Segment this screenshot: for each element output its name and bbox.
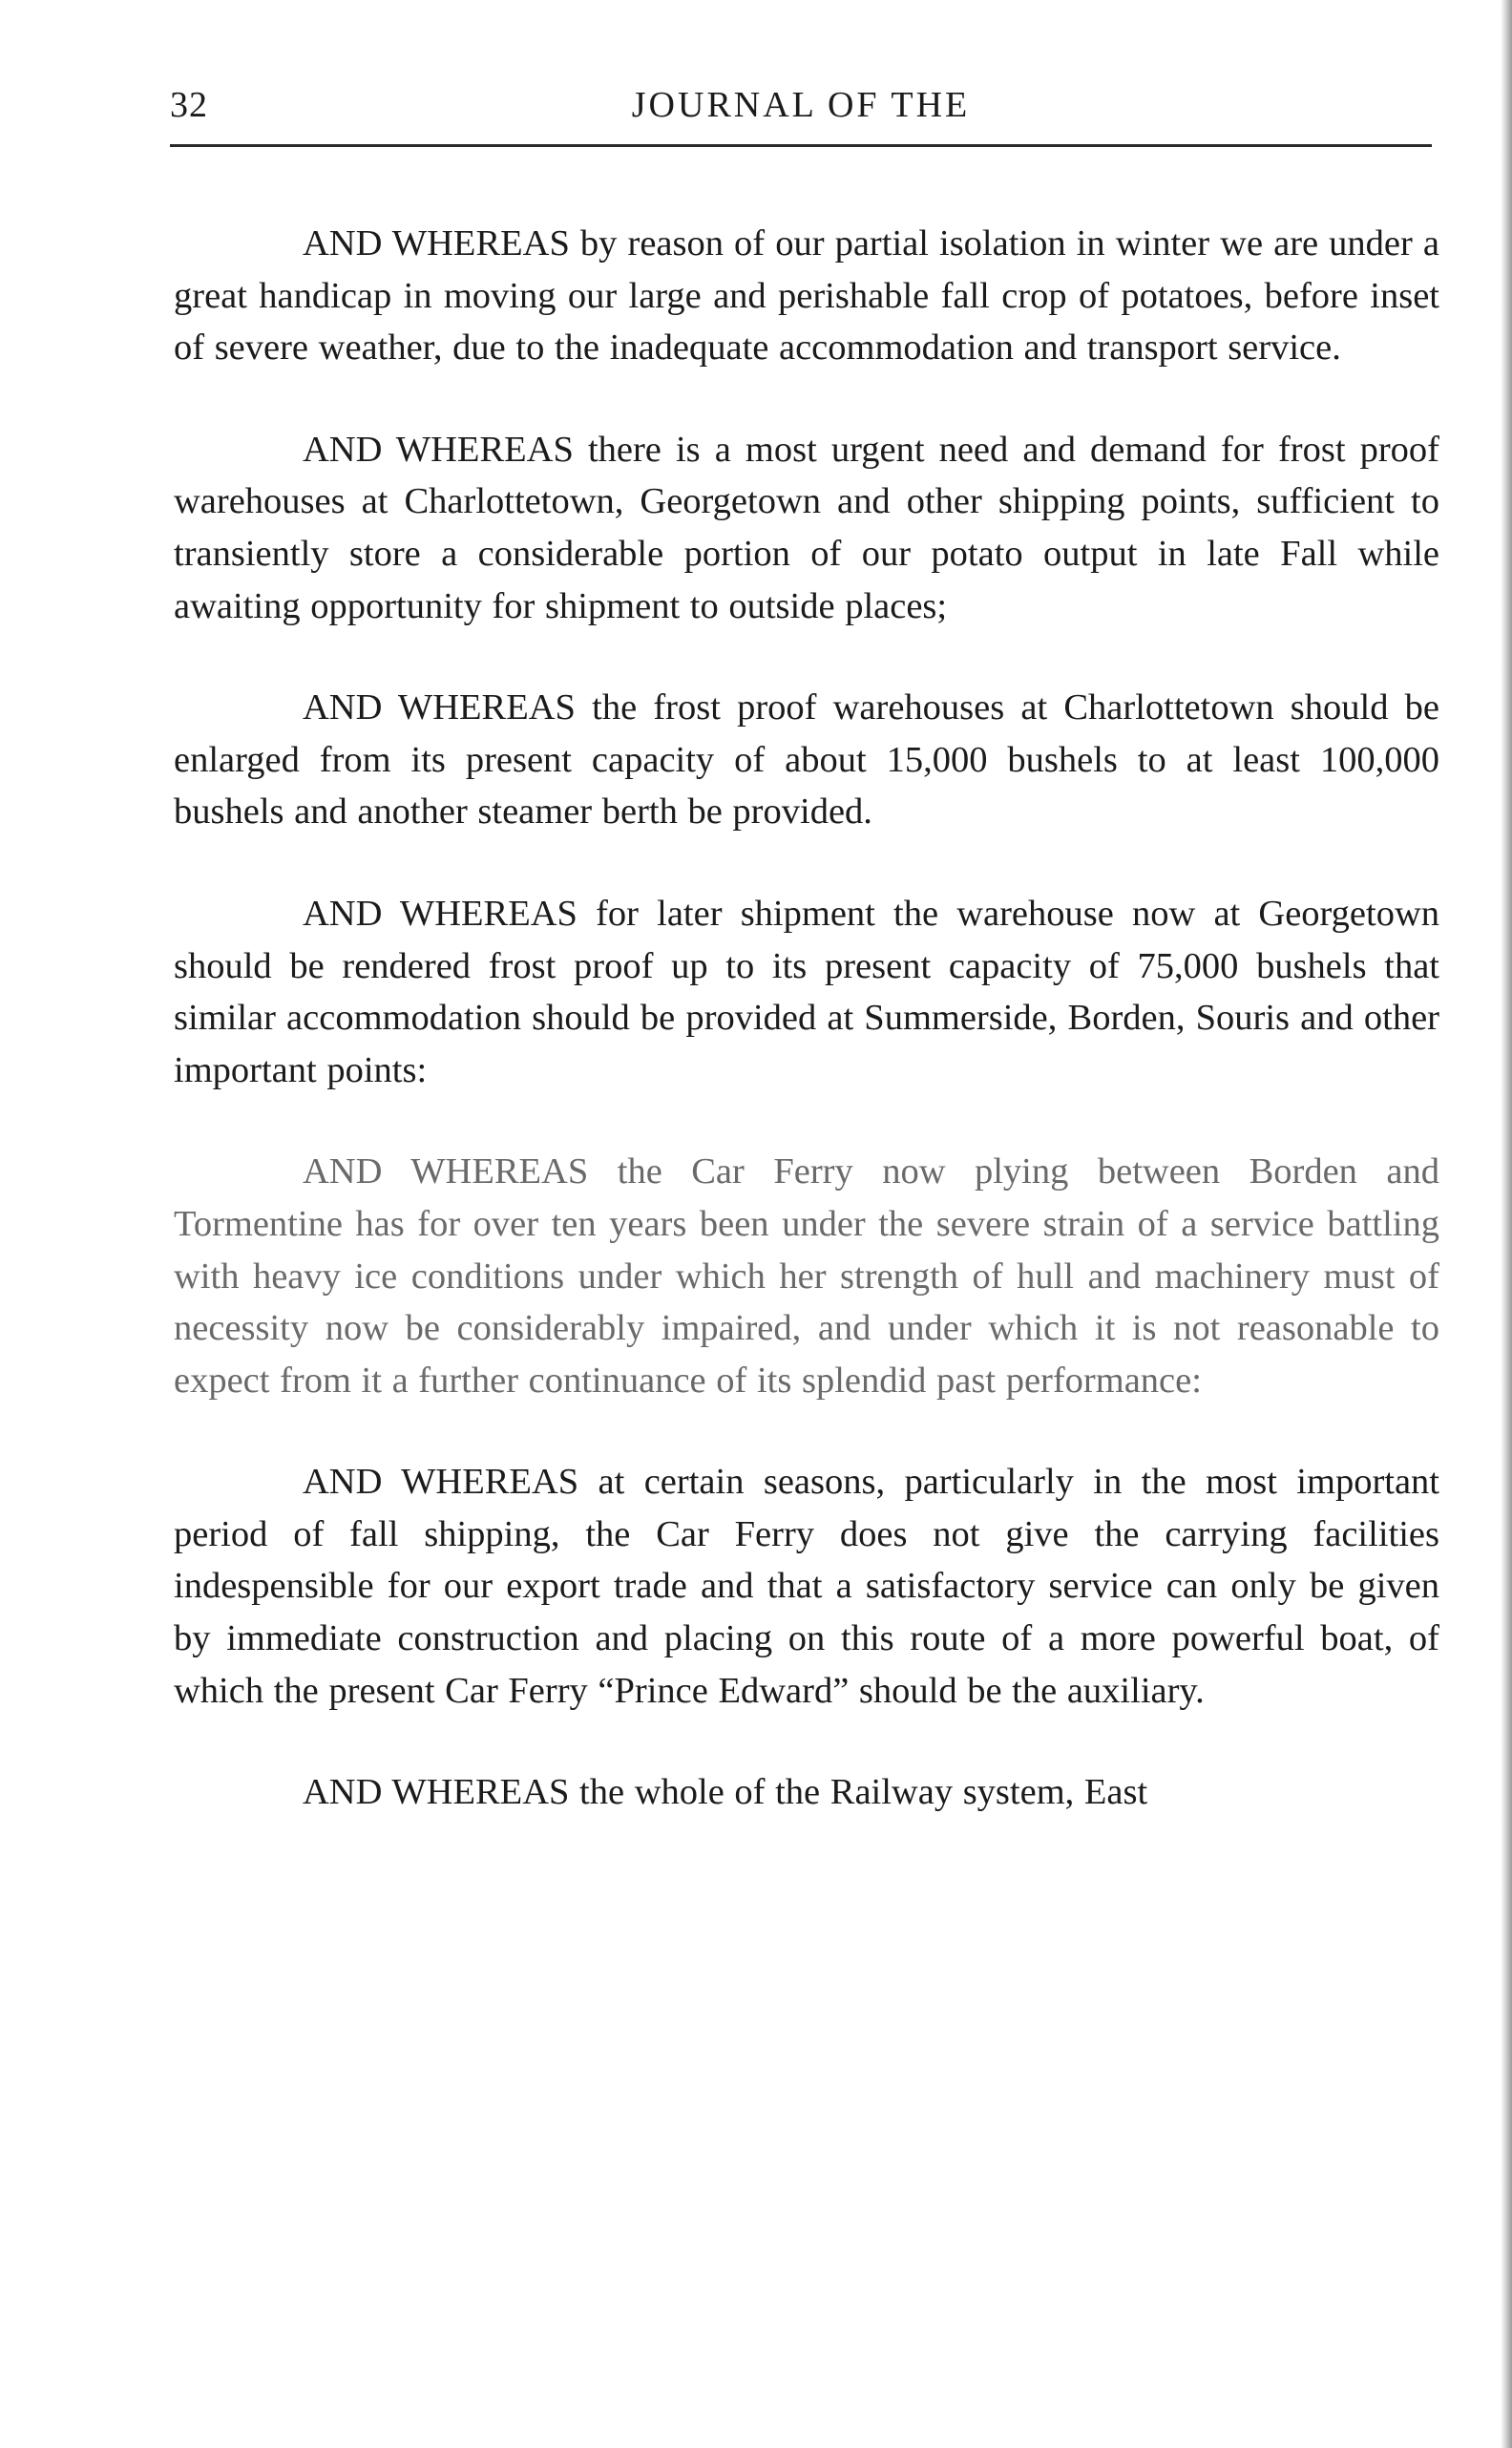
page-edge-shadow [1501, 0, 1512, 2448]
paragraph-car-ferry: AND WHEREAS the Car Ferry now plying between Borden and Tormentine has for over ten years been under the severe strain of a service battling with heavy ice conditions under which her strength of hull and machinery must of necessity now be considerably impaired, and under which it is not reasonable to expect from it a further continuance of its splendid past performance: [174, 1151, 1439, 1401]
paragraph-fall-shipping: AND WHEREAS at certain seasons, particularly in the most important period of fall shipping, the Car Ferry does not give the carrying facilities indespensible for our export trade and that a satisfactory service can only be given by immediate construction and placing on this route of a more powerful boat, of which the present Car Ferry “Prince Edward” should be the auxiliary. [174, 1462, 1439, 1711]
paragraph-warehouses: AND WHEREAS there is a most urgent need and demand for frost proof warehouses at Charlottetown, Georgetown and other shipping points, sufficient to transiently store a considerable portion of our potato output in late Fall while awaiting opportunity for shipment to outside places; [174, 429, 1439, 626]
paragraph-railway: AND WHEREAS the whole of the Railway system, East [303, 1772, 1148, 1813]
page-header [170, 76, 1432, 134]
header-rule [170, 144, 1432, 147]
paragraph-charlottetown: AND WHEREAS the frost proof warehouses at Charlottetown should be enlarged from its present capacity of about 15,000 bushels to at least 100,000 bushels and another steamer berth be provided. [174, 687, 1439, 833]
running-head: JOURNAL OF THE [631, 85, 971, 125]
paragraph-isolation: AND WHEREAS by reason of our partial isolation in winter we are under a great handicap in moving our large and perishable fall crop of potatoes, before inset of severe weather, due to the inadequate accommodation and transport service. [174, 223, 1439, 369]
body-text [174, 218, 1439, 1819]
paragraph-georgetown: AND WHEREAS for later shipment the warehouse now at Georgetown should be rendered frost proof up to its present capacity of 75,000 bushels that similar accommodation should be provided at Summerside, Borden, Souris and other important points: [174, 893, 1439, 1090]
page-number: 32 [170, 85, 208, 125]
